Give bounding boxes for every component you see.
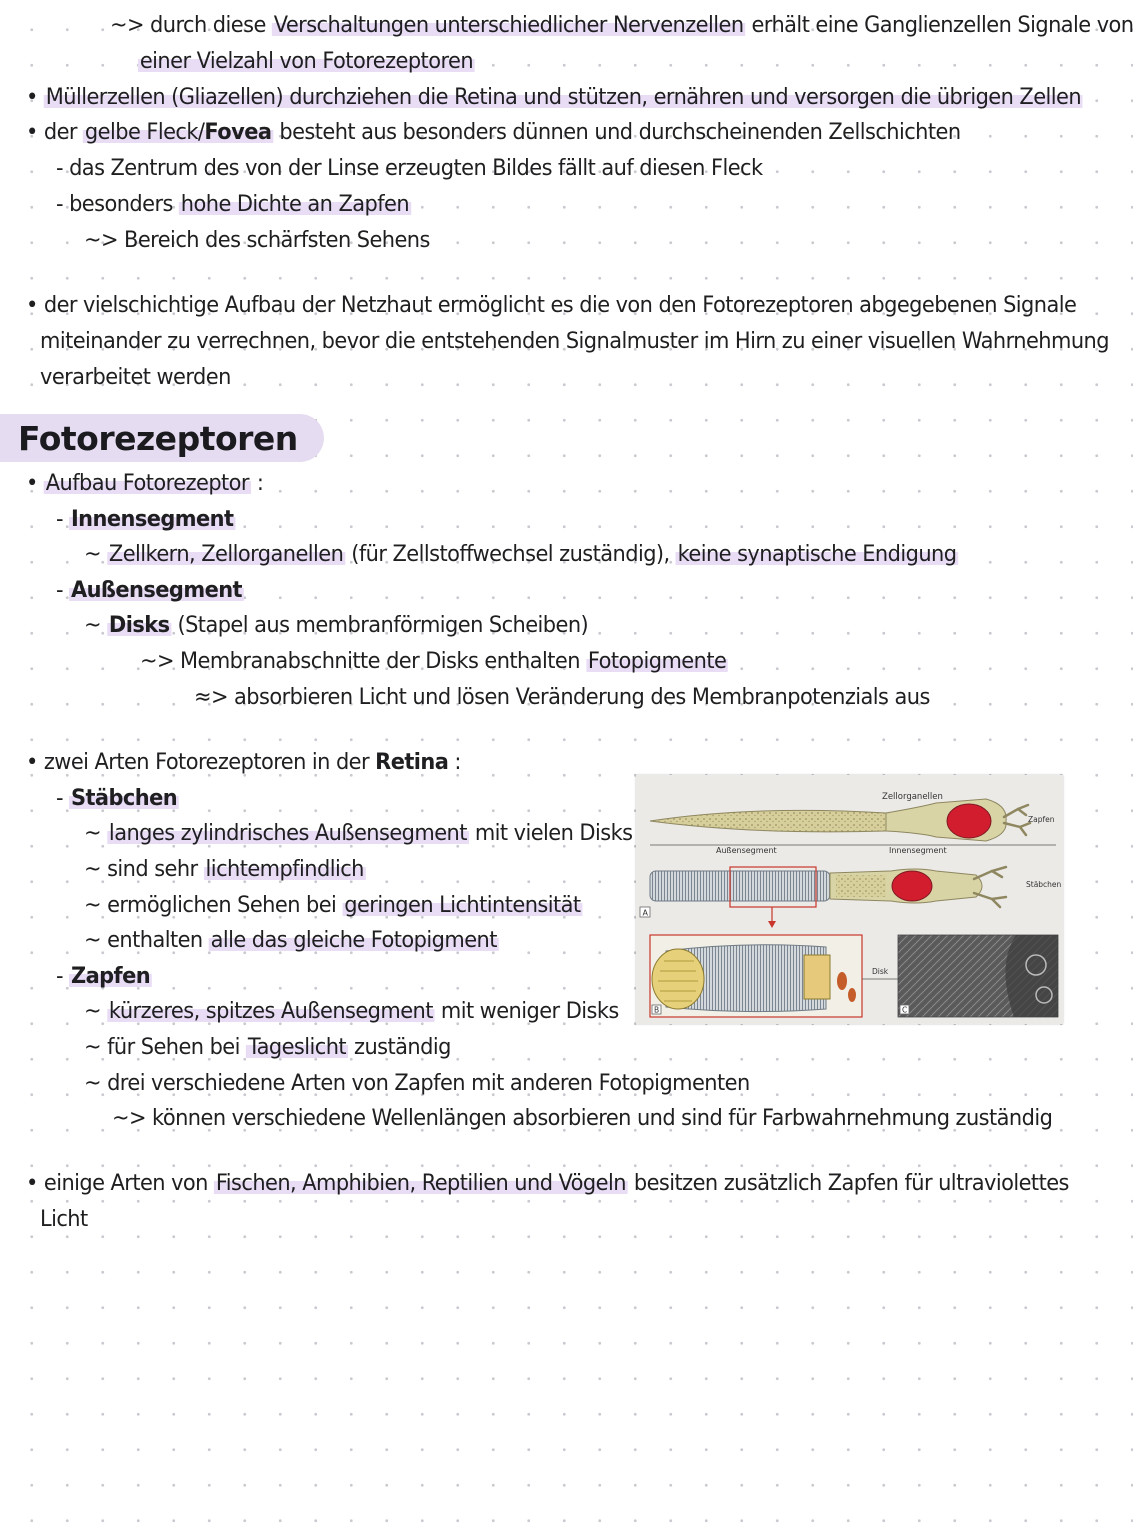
panel-b-label: B — [654, 1005, 660, 1015]
text-line: ~ Disks (Stapel aus membranförmigen Scheiben) — [84, 612, 589, 638]
text-line: einer Vielzahl von Fotorezeptoren — [139, 48, 474, 74]
panel-a-label: A — [642, 908, 648, 918]
text-line: - das Zentrum des von der Linse erzeugten Bildes fällt auf diesen Fleck — [56, 155, 763, 181]
text-line: - besonders hohe Dichte an Zapfen — [56, 191, 410, 217]
text-line: ~> durch diese Verschaltungen unterschiedlicher Nervenzellen erhält eine Ganglienzellen Signale von — [110, 12, 1133, 38]
text-line: ~ für Sehen bei Tageslicht zuständig — [84, 1034, 451, 1060]
label-disk: Disk — [872, 967, 889, 976]
text-line: ~ Zellkern, Zellorganellen (für Zellstoffwechsel zuständig), keine synaptische Endigung — [84, 541, 957, 567]
text-line: ~ ermöglichen Sehen bei geringen Lichtintensität — [84, 892, 581, 918]
text-line: ~ enthalten alle das gleiche Fotopigment — [84, 927, 497, 953]
text-line: • Aufbau Fotorezeptor : — [26, 470, 264, 496]
rod-outer-segment — [650, 871, 830, 901]
label-zellorganellen: Zellorganellen — [882, 792, 943, 802]
photoreceptor-diagram — [636, 775, 1063, 1024]
text-line: ~ kürzeres, spitzes Außensegment mit weniger Disks — [84, 998, 619, 1024]
section-heading: Fotorezeptoren — [0, 414, 324, 462]
text-line: miteinander zu verrechnen, bevor die entstehenden Signalmuster im Hirn zu einer visuellen Wahrnehmung — [40, 328, 1109, 354]
text-line: • Müllerzellen (Gliazellen) durchziehen die Retina und stützen, ernähren und versorgen die übrigen Zellen — [26, 84, 1082, 110]
cone-outer-segment — [650, 810, 886, 832]
text-line: - Zapfen — [56, 963, 151, 989]
text-line: - Stäbchen — [56, 785, 178, 811]
label-aussensegment: Außensegment — [716, 846, 777, 855]
panel-c-label: C — [902, 1005, 908, 1015]
text-line: ≈> absorbieren Licht und lösen Veränderung des Membranpotenzials aus — [194, 684, 930, 710]
text-line: - Innensegment — [56, 506, 234, 532]
text-line: ~> Membranabschnitte der Disks enthalten Fotopigmente — [140, 648, 727, 674]
cone-nucleus — [947, 804, 991, 838]
text-line: ~ langes zylindrisches Außensegment mit vielen Disks — [84, 820, 633, 846]
text-line: - Außensegment — [56, 577, 243, 603]
label-innensegment: Innensegment — [889, 846, 947, 855]
label-staebchen: Stäbchen — [1026, 880, 1062, 889]
text-line: • zwei Arten Fotorezeptoren in der Retina : — [26, 749, 461, 775]
text-line: ~ sind sehr lichtempfindlich — [84, 856, 364, 882]
text-line: ~> können verschiedene Wellenlängen absorbieren und sind für Farbwahrnehmung zuständig — [112, 1105, 1053, 1131]
disc-face — [652, 949, 704, 1009]
rod-nucleus — [892, 871, 932, 901]
text-line: • der gelbe Fleck/Fovea besteht aus besonders dünnen und durchscheinenden Zellschichten — [26, 119, 961, 145]
text-line: ~> Bereich des schärfsten Sehens — [84, 227, 430, 253]
text-line: ~ drei verschiedene Arten von Zapfen mit anderen Fotopigmenten — [84, 1070, 750, 1096]
label-zapfen: Zapfen — [1028, 815, 1055, 824]
text-line: verarbeitet werden — [40, 364, 231, 390]
photoreceptor-figure — [636, 775, 1063, 1024]
text-line: Licht — [40, 1206, 88, 1232]
text-line: • einige Arten von Fischen, Amphibien, Reptilien und Vögeln besitzen zusätzlich Zapfen für ultraviolettes — [26, 1170, 1069, 1196]
text-line: • der vielschichtige Aufbau der Netzhaut ermöglicht es die von den Fotorezeptoren abgegebenen Signale — [26, 292, 1077, 318]
cone-synapse — [1004, 805, 1030, 835]
